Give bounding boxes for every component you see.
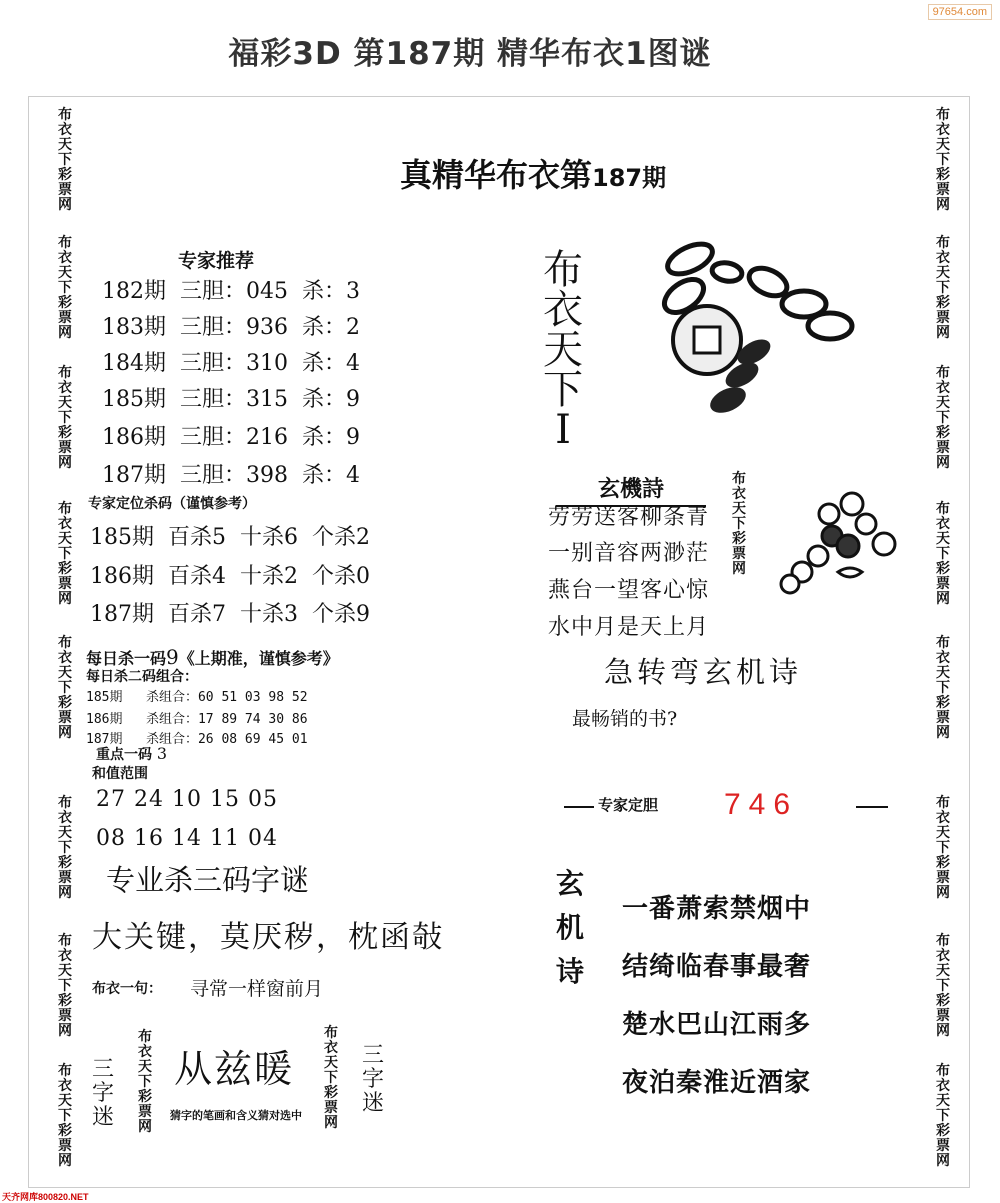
side-brand-left-8 xyxy=(54,1064,76,1169)
footer-link[interactable]: 天齐网库800820.NET xyxy=(2,1192,89,1202)
xuanji-poem-line: 一番萧索禁烟中 xyxy=(622,894,812,924)
daily-kill: 每日杀一码9《上期准，谨慎参考》 xyxy=(86,645,339,669)
riddle-label-left: 三 字 迷 xyxy=(91,1057,114,1130)
side-brand-char: 布 xyxy=(58,365,72,381)
mystic-poem-line: 水中月是天上月 xyxy=(548,615,710,640)
side-brand-char: 彩 xyxy=(58,855,72,871)
xuanji-poem-line: 夜泊秦淮近酒家 xyxy=(622,1068,812,1098)
side-brand-char: 下 xyxy=(936,152,950,168)
side-brand-char: 网 xyxy=(58,325,72,341)
daily-two-heading: 每日杀二码组合： xyxy=(86,669,198,685)
side-brand-char: 布 xyxy=(58,933,72,949)
side-brand-char: 票 xyxy=(936,1008,950,1024)
side-brand-char: 票 xyxy=(324,1100,338,1116)
site-watermark[interactable]: 97654.com xyxy=(928,4,992,20)
side-brand-char: 布 xyxy=(58,635,72,651)
side-brand-char: 衣 xyxy=(936,380,950,396)
position-kill-row: 187期 百杀7 十杀3 个杀9 xyxy=(90,602,370,627)
side-brand-char: 网 xyxy=(936,885,950,901)
side-brand-char: 下 xyxy=(324,1070,338,1086)
side-brand-char: 天 xyxy=(58,265,72,281)
side-brand-char: 布 xyxy=(936,365,950,381)
side-brand-char: 网 xyxy=(936,455,950,471)
side-brand-char: 下 xyxy=(936,410,950,426)
side-brand-char: 下 xyxy=(138,1074,152,1090)
side-brand-char: 衣 xyxy=(58,380,72,396)
side-brand-char: 衣 xyxy=(732,486,746,502)
side-brand-char: 布 xyxy=(936,235,950,251)
side-brand-left-2 xyxy=(54,236,76,341)
mystic-poem-line: 燕台一望客心惊 xyxy=(548,578,710,603)
side-brand-char: 布 xyxy=(58,107,72,123)
side-brand-char: 天 xyxy=(58,1093,72,1109)
side-brand-char: 票 xyxy=(732,546,746,562)
side-brand-char: 下 xyxy=(936,840,950,856)
xuanji-poem-line: 结绮临春事最奢 xyxy=(622,952,812,982)
buyi-sentence-label: 布衣一句： xyxy=(92,981,162,997)
side-brand-char: 网 xyxy=(936,1153,950,1169)
side-brand-char: 下 xyxy=(58,410,72,426)
side-brand-char: 票 xyxy=(936,440,950,456)
mystic-poem-line: 一别音容两渺茫 xyxy=(548,541,710,566)
side-brand-char: 天 xyxy=(936,825,950,841)
side-brand-riddle-left xyxy=(134,1030,156,1135)
side-brand-char: 票 xyxy=(138,1104,152,1120)
side-brand-char: 布 xyxy=(58,235,72,251)
side-brand-right-6 xyxy=(932,796,954,901)
side-brand-char: 票 xyxy=(58,576,72,592)
sum-range-row: 27 24 10 15 05 xyxy=(96,787,278,812)
coin-chain-illustration xyxy=(652,232,862,422)
side-brand-char: 下 xyxy=(936,1108,950,1124)
side-brand-char: 衣 xyxy=(936,1078,950,1094)
side-brand-right-4 xyxy=(932,502,954,607)
side-brand-left-6 xyxy=(54,796,76,901)
side-brand-char: 天 xyxy=(58,137,72,153)
expert-row: 182期 三胆：045 杀：3 xyxy=(102,279,360,304)
expert-row: 185期 三胆：315 杀：9 xyxy=(102,387,360,412)
side-brand-char: 彩 xyxy=(936,167,950,183)
side-brand-char: 布 xyxy=(936,635,950,651)
side-brand-char: 网 xyxy=(324,1115,338,1131)
side-brand-right-5 xyxy=(932,636,954,741)
side-brand-char: 下 xyxy=(58,280,72,296)
side-brand-right-8 xyxy=(932,1064,954,1169)
side-brand-char: 票 xyxy=(58,1008,72,1024)
side-brand-char: 下 xyxy=(732,516,746,532)
side-brand-char: 彩 xyxy=(138,1089,152,1105)
side-brand-char: 彩 xyxy=(936,425,950,441)
side-brand-char: 彩 xyxy=(936,993,950,1009)
side-brand-char: 网 xyxy=(58,455,72,471)
urgent-turn-title: 急转弯玄机诗 xyxy=(604,655,803,689)
side-brand-char: 天 xyxy=(936,265,950,281)
side-brand-char: 网 xyxy=(58,197,72,213)
side-brand-right-3 xyxy=(932,366,954,471)
kill-three-title: 专业杀三码字谜 xyxy=(106,863,310,897)
side-brand-char: 网 xyxy=(936,1023,950,1039)
side-brand-char: 布 xyxy=(58,501,72,517)
side-brand-char: 票 xyxy=(936,710,950,726)
side-brand-char: 票 xyxy=(58,870,72,886)
side-brand-char: 天 xyxy=(936,665,950,681)
mystic-poem-line: 劳劳送客柳条青 xyxy=(548,505,710,530)
position-kill-row: 186期 百杀4 十杀2 个杀0 xyxy=(90,564,370,589)
side-brand-char: 天 xyxy=(324,1055,338,1071)
side-brand-char: 布 xyxy=(936,107,950,123)
side-brand-char: 下 xyxy=(58,840,72,856)
side-brand-char: 天 xyxy=(732,501,746,517)
side-brand-char: 票 xyxy=(58,440,72,456)
side-brand-char: 天 xyxy=(58,825,72,841)
side-brand-char: 网 xyxy=(138,1119,152,1135)
side-brand-char: 布 xyxy=(732,471,746,487)
expert-row: 183期 三胆：936 杀：2 xyxy=(102,315,360,340)
side-brand-char: 网 xyxy=(732,561,746,577)
side-brand-char: 网 xyxy=(936,325,950,341)
side-brand-char: 彩 xyxy=(936,561,950,577)
side-brand-char: 天 xyxy=(58,395,72,411)
side-brand-char: 网 xyxy=(58,1153,72,1169)
side-brand-char: 下 xyxy=(936,680,950,696)
side-brand-char: 天 xyxy=(936,1093,950,1109)
kill-three-words: 大关键，莫厌秽，枕函敧 xyxy=(92,920,444,955)
side-brand-char: 天 xyxy=(936,963,950,979)
side-brand-char: 衣 xyxy=(936,810,950,826)
side-brand-char: 彩 xyxy=(936,695,950,711)
side-brand-char: 下 xyxy=(936,546,950,562)
side-brand-char: 衣 xyxy=(324,1040,338,1056)
page-title: 福彩3D 第187期 精华布衣1图谜 xyxy=(228,36,712,72)
side-brand-char: 衣 xyxy=(58,810,72,826)
side-brand-right-7 xyxy=(932,934,954,1039)
side-brand-char: 网 xyxy=(58,885,72,901)
side-brand-char: 网 xyxy=(936,725,950,741)
side-brand-char: 票 xyxy=(936,1138,950,1154)
riddle-word: 从兹暖 xyxy=(174,1047,295,1091)
side-brand-char: 下 xyxy=(58,680,72,696)
side-brand-char: 网 xyxy=(58,591,72,607)
side-brand-char: 天 xyxy=(58,665,72,681)
side-brand-char: 布 xyxy=(324,1025,338,1041)
side-brand-char: 票 xyxy=(58,710,72,726)
side-brand-right-1 xyxy=(932,108,954,213)
side-brand-char: 天 xyxy=(138,1059,152,1075)
side-brand-char: 彩 xyxy=(732,531,746,547)
coins-cluster-illustration xyxy=(774,484,904,604)
side-brand-char: 衣 xyxy=(58,516,72,532)
side-brand-char: 票 xyxy=(58,182,72,198)
expert-row: 186期 三胆：216 杀：9 xyxy=(102,425,360,450)
expert-fixed-label: 专家定胆 xyxy=(598,796,659,814)
side-brand-char: 彩 xyxy=(324,1085,338,1101)
side-brand-char: 彩 xyxy=(936,1123,950,1139)
combo-row: 186期 杀组合：17 89 74 30 86 xyxy=(86,712,308,727)
focus-number: 重点一码 3 xyxy=(96,744,168,763)
side-brand-left-5 xyxy=(54,636,76,741)
side-brand-char: 天 xyxy=(936,395,950,411)
side-brand-char: 网 xyxy=(58,1023,72,1039)
side-brand-char: 彩 xyxy=(58,1123,72,1139)
side-brand-char: 网 xyxy=(936,591,950,607)
divider xyxy=(856,806,888,808)
divider xyxy=(564,806,594,808)
side-brand-left-4 xyxy=(54,502,76,607)
side-brand-right-2 xyxy=(932,236,954,341)
side-brand-char: 彩 xyxy=(58,167,72,183)
combo-row: 187期 杀组合：26 08 69 45 01 xyxy=(86,732,308,747)
riddle-hint: 猜字的笔画和含义猜对选中 xyxy=(170,1109,302,1122)
side-brand-char: 衣 xyxy=(58,122,72,138)
side-brand-char: 衣 xyxy=(936,250,950,266)
side-brand-char: 网 xyxy=(58,725,72,741)
position-kill-row: 185期 百杀5 十杀6 个杀2 xyxy=(90,525,370,550)
side-brand-left-7 xyxy=(54,934,76,1039)
side-brand-char: 下 xyxy=(58,978,72,994)
side-brand-char: 布 xyxy=(138,1029,152,1045)
side-brand-char: 衣 xyxy=(58,650,72,666)
side-brand-char: 布 xyxy=(936,795,950,811)
side-brand-char: 天 xyxy=(58,531,72,547)
side-brand-poem xyxy=(728,472,750,577)
side-brand-char: 下 xyxy=(58,546,72,562)
side-brand-char: 彩 xyxy=(58,561,72,577)
side-brand-char: 天 xyxy=(936,137,950,153)
side-brand-char: 布 xyxy=(58,795,72,811)
side-brand-char: 票 xyxy=(58,1138,72,1154)
side-brand-char: 衣 xyxy=(936,516,950,532)
side-brand-left-1 xyxy=(54,108,76,213)
side-brand-char: 票 xyxy=(58,310,72,326)
side-brand-left-3 xyxy=(54,366,76,471)
side-brand-char: 彩 xyxy=(58,695,72,711)
side-brand-char: 彩 xyxy=(58,295,72,311)
side-brand-char: 彩 xyxy=(58,425,72,441)
side-brand-char: 衣 xyxy=(58,250,72,266)
buyi-sentence-text: 寻常一样窗前月 xyxy=(190,978,324,1000)
side-brand-char: 下 xyxy=(58,1108,72,1124)
side-brand-char: 票 xyxy=(936,870,950,886)
side-brand-char: 天 xyxy=(58,963,72,979)
side-brand-char: 衣 xyxy=(936,122,950,138)
best-book-question: 最畅销的书? xyxy=(572,708,678,730)
side-brand-char: 布 xyxy=(936,1063,950,1079)
combo-row: 185期 杀组合：60 51 03 98 52 xyxy=(86,690,308,705)
position-kill-heading: 专家定位杀码（谨慎参考） xyxy=(88,496,256,512)
side-brand-char: 票 xyxy=(936,310,950,326)
expert-row: 184期 三胆：310 杀：4 xyxy=(102,351,360,376)
side-brand-char: 布 xyxy=(58,1063,72,1079)
side-brand-char: 天 xyxy=(936,531,950,547)
side-brand-char: 票 xyxy=(936,576,950,592)
side-brand-char: 衣 xyxy=(58,948,72,964)
side-brand-char: 网 xyxy=(936,197,950,213)
issue-subtitle: 真精华布衣第187期 xyxy=(400,156,667,194)
sum-range-label: 和值范围 xyxy=(92,766,148,782)
side-brand-char: 彩 xyxy=(58,993,72,1009)
side-brand-char: 布 xyxy=(936,501,950,517)
side-brand-char: 下 xyxy=(936,978,950,994)
side-brand-char: 衣 xyxy=(138,1044,152,1060)
expert-row: 187期 三胆：398 杀：4 xyxy=(102,463,360,488)
xuanji-poem-label: 玄 机 诗 xyxy=(555,867,584,988)
expert-heading: 专家推荐 xyxy=(178,250,255,272)
riddle-label-right: 三 字 迷 xyxy=(361,1043,384,1116)
side-brand-char: 彩 xyxy=(936,295,950,311)
side-brand-char: 衣 xyxy=(58,1078,72,1094)
side-brand-char: 衣 xyxy=(936,948,950,964)
side-brand-char: 衣 xyxy=(936,650,950,666)
side-brand-char: 票 xyxy=(936,182,950,198)
xuanji-poem-line: 楚水巴山江雨多 xyxy=(622,1010,812,1040)
side-brand-char: 下 xyxy=(58,152,72,168)
side-brand-char: 下 xyxy=(936,280,950,296)
big-vertical-brand: 布 衣 天 下 I xyxy=(543,247,583,453)
side-brand-char: 彩 xyxy=(936,855,950,871)
sum-range-row: 08 16 14 11 04 xyxy=(96,826,278,851)
side-brand-char: 布 xyxy=(936,933,950,949)
expert-fixed-number: 746 xyxy=(724,788,799,821)
mystic-poem-title: 玄機詩 xyxy=(556,472,706,507)
